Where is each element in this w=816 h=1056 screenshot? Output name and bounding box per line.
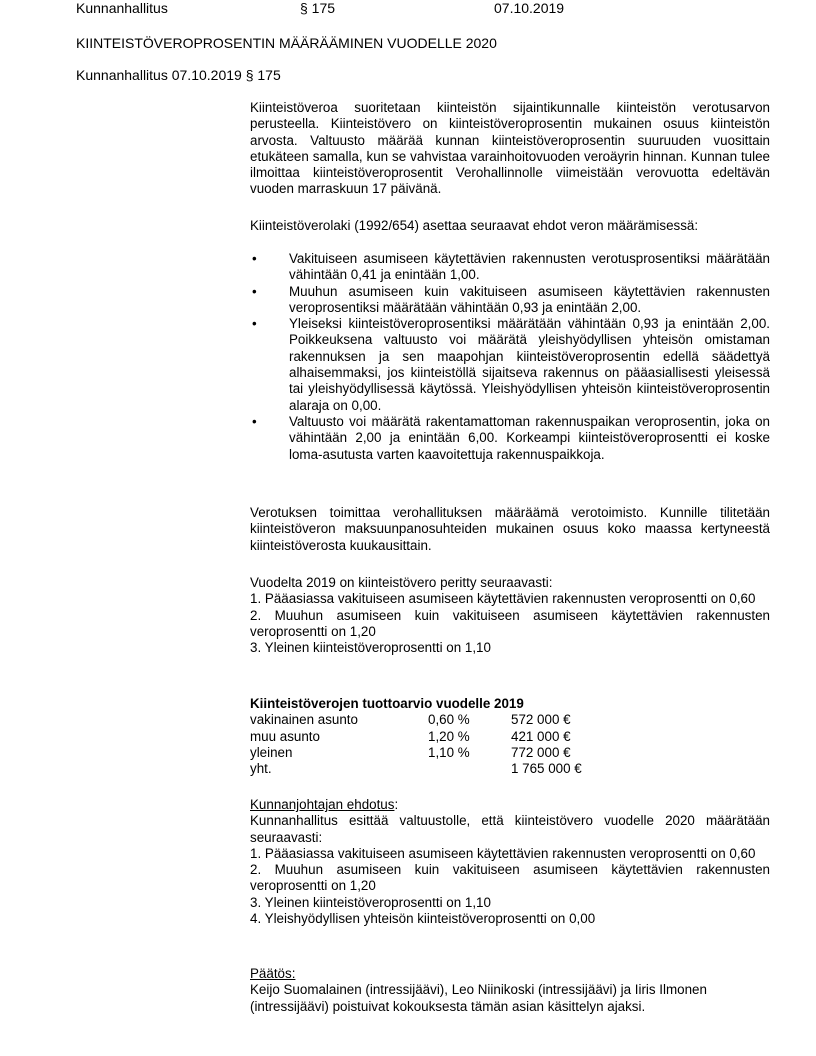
row-percent: 0,60 %	[428, 712, 470, 728]
table-title: Kiinteistöverojen tuottoarvio vuodelle 2019	[250, 696, 524, 711]
proposal-heading: Kunnanjohtajan ehdotus	[250, 797, 395, 812]
row-amount: 572 000 €	[511, 712, 571, 728]
row-label: yht.	[250, 761, 272, 777]
meeting-reference: Kunnanhallitus 07.10.2019 § 175	[76, 67, 281, 83]
row-amount: 772 000 €	[511, 744, 571, 760]
table-row	[250, 745, 770, 761]
bullet-text: Muuhun asumiseen kuin vakituiseen asumiseen käytettävien rakennusten veroprosentiksi määrätään vähintään 0,93 ja enintään 2,00.	[289, 283, 770, 315]
revenue-estimate-table	[250, 696, 770, 777]
bullet-text: Vakituiseen asumiseen käytettävien rakennusten verotusprosentiksi määrätään vähintään 0,41 ja enintään 1,00.	[289, 251, 770, 283]
proposal-intro: Kunnanhallitus esittää valtuustolle, että kiinteistövero vuodelle 2020 määrätään seuraavasti:	[250, 813, 770, 845]
header-section-number: § 175	[300, 0, 336, 16]
row-percent: 1,20 %	[428, 728, 470, 744]
bullet-icon: •	[252, 283, 257, 299]
row-percent: 1,10 %	[428, 744, 470, 760]
law-intro: Kiinteistöverolaki (1992/654) asettaa seuraavat ehdot veron määrämisessä:	[250, 218, 699, 233]
row-label: vakinainen asunto	[250, 712, 358, 728]
rates-2019-item: 1. Pääasiassa vakituiseen asumiseen käytettävien rakennusten veroprosentti on 0,60	[250, 591, 756, 607]
law-bullet-item	[250, 414, 770, 463]
law-bullet-list	[250, 251, 770, 463]
collection-paragraph: Verotuksen toimittaa verohallituksen määräämä verotoimisto. Kunnille tilitetään kiinteistöveron maksuunpanosuhteiden mukainen osuus koko maassa kertyneestä kiinteistöverosta kuukausittain.	[250, 505, 770, 553]
law-bullet-item	[250, 284, 770, 317]
header-date: 07.10.2019	[494, 0, 565, 16]
row-amount: 1 765 000 €	[511, 761, 582, 777]
row-label: yleinen	[250, 744, 293, 760]
row-amount: 421 000 €	[511, 728, 571, 744]
bullet-icon: •	[252, 316, 257, 332]
table-row	[250, 712, 770, 728]
row-label: muu asunto	[250, 728, 320, 744]
proposal-item: 2. Muuhun asumiseen kuin vakituiseen asumiseen käytettävien rakennusten veroprosentti on 1,20	[250, 862, 770, 894]
decision-heading: Päätös:	[250, 966, 296, 981]
proposal-item: 4. Yleishyödyllisen yhteisön kiinteistöveroprosentti on 0,00	[250, 911, 596, 927]
rates-2019-intro: Vuodelta 2019 on kiinteistövero peritty seuraavasti:	[250, 575, 553, 590]
proposal-heading-colon: :	[394, 797, 399, 812]
bullet-icon: •	[252, 251, 257, 266]
intro-paragraph: Kiinteistöveroa suoritetaan kiinteistön sijaintikunnalle kiinteistön verotusarvon perusteella. Kiinteistövero on kiinteistöveroprosentin mukainen osuus kiinteistön arvosta. Valtuusto määrää kunnan kiinteistöveroprosentin suuruuden vuosittain etukäteen samalla, kun se vahvistaa varainhoitovuoden veroäyrin hinnan. Kunnan tulee ilmoittaa kiinteistöveroprosentit Verohallinnolle viimeistään verovuotta edeltävän vuoden marraskuun 17 päivänä.	[250, 100, 770, 197]
rates-2019-item: 2. Muuhun asumiseen kuin vakituiseen asumiseen käytettävien rakennusten veroprosentti on 1,20	[250, 607, 770, 639]
law-intro-section	[250, 218, 770, 234]
proposal-item: 3. Yleinen kiinteistöveroprosentti on 1,10	[250, 894, 491, 910]
bullet-icon: •	[252, 413, 257, 429]
table-row	[250, 729, 770, 745]
rates-2019-item: 3. Yleinen kiinteistöveroprosentti on 1,10	[250, 640, 491, 656]
proposal-item: 1. Pääasiassa vakituiseen asumiseen käytettävien rakennusten veroprosentti on 0,60	[250, 845, 756, 861]
proposal-section	[250, 797, 770, 927]
table-total-row	[250, 761, 770, 777]
proposal-heading-line	[250, 797, 770, 813]
header-body-name: Kunnanhallitus	[76, 0, 168, 16]
bullet-text: Valtuusto voi määrätä rakentamattoman rakennuspaikan veroprosentin, joka on vähintään 2,00 ja enintään 6,00. Korkeampi kiinteistöveroprosentti ei koske loma-asutusta varten kaavoitettuja rakennuspaikkoja.	[289, 413, 770, 462]
bullet-text: Yleiseksi kiinteistöveroprosentiksi määrätään vähintään 0,93 ja enintään 2,00. Poikkeuksena valtuusto voi määrätä yleishyödyllisen yhteisön omistaman rakennuksen ja sen maapohjan kiinteistöveroprosentin edellä säädettyä alhaisemmaksi, jos kiinteistöllä sijaitseva rakennus on pääasiallisesti yleisessä tai yleishyödyllisessä käytössä. Yleishyödyllisen yhteisön kiinteistöveroprosentin alaraja on 0,00.	[289, 316, 770, 413]
decision-section	[250, 966, 720, 1015]
law-bullet-item	[250, 316, 770, 414]
decision-text: Keijo Suomalainen (intressijäävi), Leo Niinikoski (intressijäävi) ja Iiris Ilmonen (intressijäävi) poistuivat kokouksesta tämän asian käsittelyn ajaksi.	[250, 982, 707, 1014]
law-bullet-item	[250, 251, 770, 284]
document-title: KIINTEISTÖVEROPROSENTIN MÄÄRÄÄMINEN VUODELLE 2020	[76, 35, 497, 51]
collection-section	[250, 505, 770, 554]
rates-2019-section	[250, 575, 770, 656]
intro-section	[250, 100, 770, 198]
